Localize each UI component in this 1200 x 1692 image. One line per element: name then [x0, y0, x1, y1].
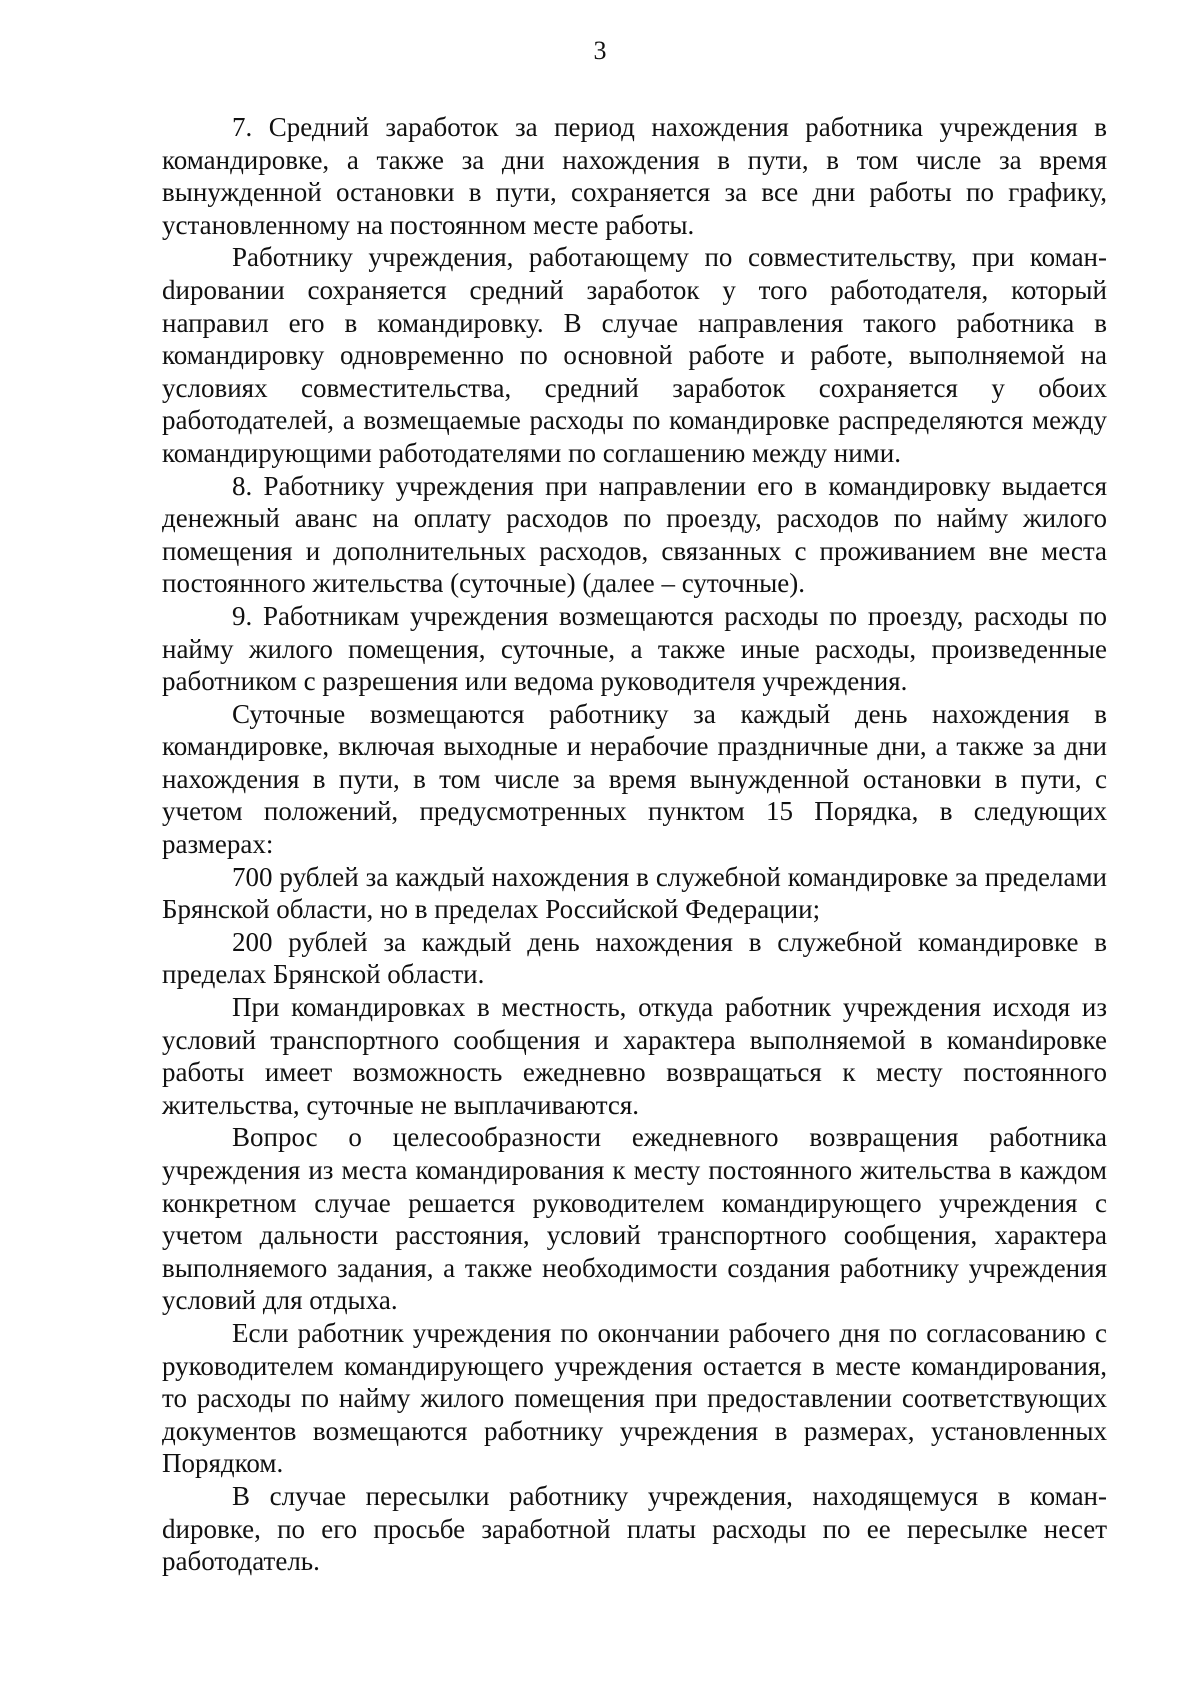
- paragraph-salary-forwarding: В случае пересылки работнику учреждения, находящемуся в команdировке, по его просьбе заработной платы расходы по ее пересылке несет работодатель.: [162, 1480, 1107, 1577]
- paragraph-per-diem: Суточные возмещаются работнику за каждый день нахождения в командировке, включая выходные и нерабочие праздничные дни, а также за дни нахождения в пути, в том числе за время вынужденной остановки в пути, с учетом положений, предусмотренных пунктом 15 Порядка, в следующих размерах:: [162, 698, 1107, 860]
- paragraph-item-8: 8. Работнику учреждения при направлении его в командировку выдается денежный аванс на оплату расходов по проезду, расходов по найму жилого помещения и дополнительных расходов, связанных с проживанием вне места постоянного жительства (суточные) (далее – суточные).: [162, 470, 1107, 599]
- paragraph-return-question: Вопрос о целесообразности ежедневного возвращения работника учреждения из места командирования к месту постоянного жительства в каждом конкретном случае решается руководителем командирующего учреждения с учетом дальности расстояния, условий транспортного сообщения, характера выполняемого задания, а также необходимости создания работнику учреждения условий для отдыха.: [162, 1122, 1107, 1316]
- paragraph-rate-700: 700 рублей за каждый нахождения в служебной командировке за пределами Брянской области, но в пределах Российской Федерации;: [162, 861, 1107, 925]
- paragraph-rate-200: 200 рублей за каждый день нахождения в служебной командировке в пределах Брянской области.: [162, 926, 1107, 990]
- paragraph-part-time-employee: Работнику учреждения, работающему по совместительству, при команdировании сохраняется средний заработок у того работодателя, который направил его в командировку. В случае направления такого работника в командировку одновременно по основной работе и работе, выполняемой на условиях совместительства, средний заработок сохраняется у обоих работодателей, а возмещаемые расходы по командировке распределяются между командирующими работодателями по соглашению между ними.: [162, 242, 1107, 468]
- page-number: 3: [593, 36, 607, 65]
- paragraph-item-7: 7. Средний заработок за период нахождения работника учреждения в командировке, а также за дни нахождения в пути, в том числе за время вынужденной остановки в пути, сохраняется за все дни работы по графику, установленному на постоянном месте работы.: [162, 112, 1107, 240]
- paragraph-daily-return: При командировках в местность, откуда работник учреждения исходя из условий транспортного сообщения и характера выполняемой в команdировке работы имеет возможность ежедневно возвращаться к месту постоянного жительства, суточные не выплачиваются.: [162, 992, 1107, 1120]
- document-body: [162, 111, 1107, 1578]
- paragraph-item-9: 9. Работникам учреждения возмещаются расходы по проезду, расходы по найму жилого помещения, суточные, а также иные расходы, произведенные работником с разрешения или ведома руководителя учреждения.: [162, 600, 1107, 697]
- paragraph-stay-after-workday: Если работник учреждения по окончании рабочего дня по согласованию с руководителем командирующего учреждения остается в месте командирования, то расходы по найму жилого помещения при предоставлении соответствующих документов возмещаются работнику учреждения в размерах, установленных Порядком.: [162, 1317, 1107, 1479]
